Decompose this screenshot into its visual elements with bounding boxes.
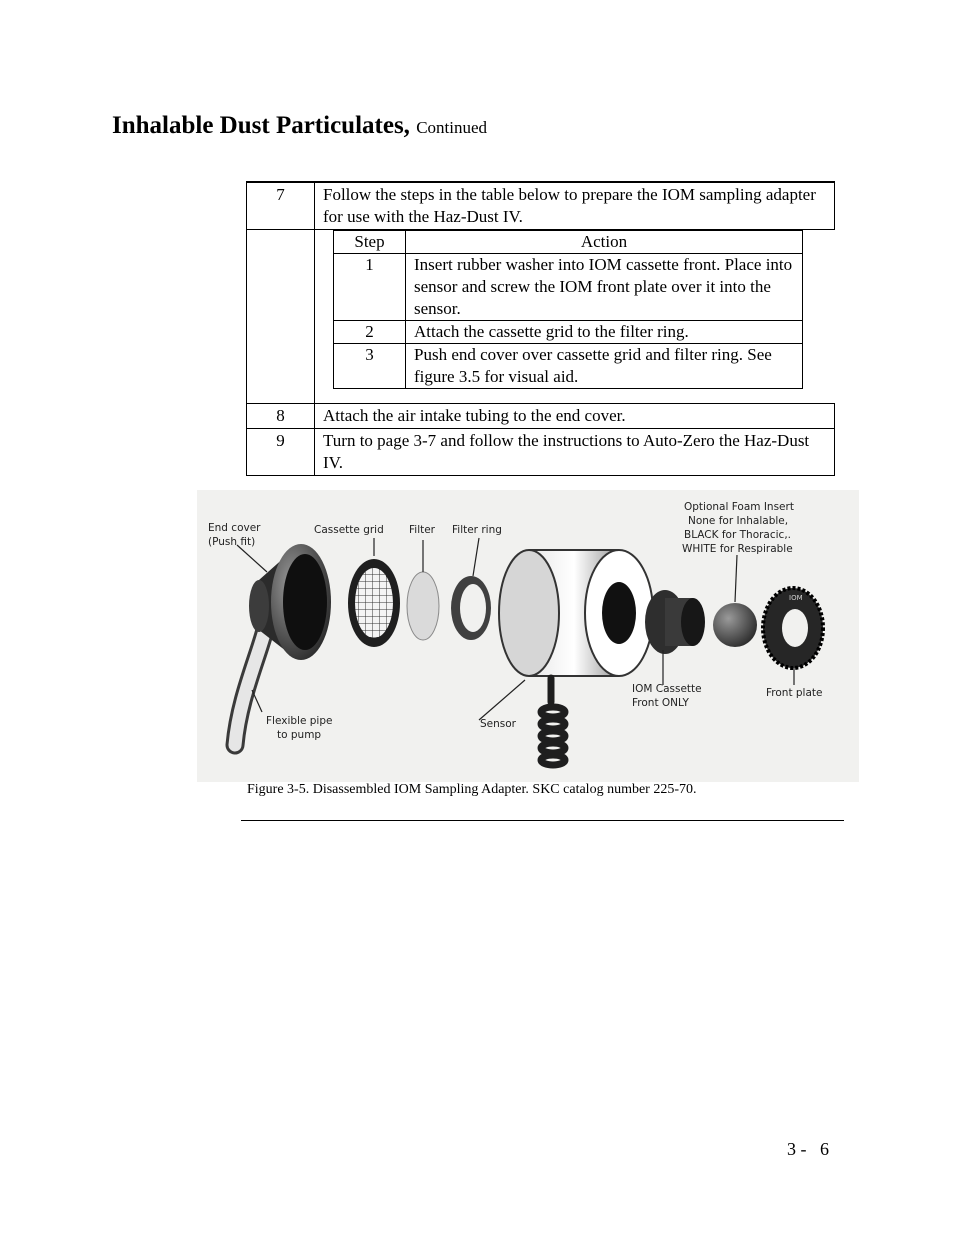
cassette-grid-shape [348, 559, 400, 647]
label-to-pump: to pump [277, 729, 322, 741]
row-number: 8 [247, 404, 315, 429]
table-row [334, 254, 803, 321]
exploded-view-drawing [197, 490, 859, 782]
row-number: 9 [247, 429, 315, 476]
table-row [334, 344, 803, 389]
sensor-shape [499, 550, 653, 676]
row-text: Attach the air intake tubing to the end cover. [315, 404, 835, 429]
title-text: Inhalable Dust Particulates, [112, 112, 410, 139]
step-action: Attach the cassette grid to the filter ring. [406, 321, 803, 344]
sensor-coil-shape [541, 678, 565, 765]
step-action: Insert rubber washer into IOM cassette front. Place into sensor and screw the IOM front plate over it into the sensor. [406, 254, 803, 321]
label-cassette-grid: Cassette grid [314, 524, 384, 536]
steps-table [333, 230, 803, 389]
front-plate-marking: IOM [789, 594, 803, 602]
filter-shape [407, 572, 439, 640]
label-foam-thoracic: BLACK for Thoracic,. [684, 529, 792, 541]
step-number: 2 [334, 321, 406, 344]
filter-ring-shape [451, 576, 491, 640]
adapter-illustration [197, 490, 859, 782]
row-number: 7 [247, 182, 315, 230]
continued-label: Continued [416, 118, 488, 137]
foam-insert-shape [713, 603, 757, 647]
label-end-cover: End cover [208, 522, 261, 534]
steps-header-row [334, 231, 803, 254]
label-foam-title: Optional Foam Insert [684, 501, 794, 513]
step-number: 3 [334, 344, 406, 389]
row-text: Turn to page 3-7 and follow the instructions to Auto-Zero the Haz-Dust IV. [315, 429, 835, 476]
label-iom-cassette: IOM Cassette [632, 683, 702, 695]
label-sensor: Sensor [480, 718, 516, 730]
nested-table-cell [315, 230, 835, 404]
row-number-blank [247, 230, 315, 404]
label-foam-inhalable: None for Inhalable, [688, 515, 789, 527]
label-foam-respirable: WHITE for Respirable [682, 543, 793, 555]
label-filter: Filter [409, 524, 436, 536]
row-text: Follow the steps in the table below to prepare the IOM sampling adapter for use with the Haz-Dust IV. [315, 182, 835, 230]
page-number: 3 - 6 [787, 1139, 829, 1159]
label-front-only: Front ONLY [632, 697, 689, 709]
table-row [334, 321, 803, 344]
table-row [247, 230, 835, 404]
front-plate-shape [763, 588, 823, 668]
iom-cassette-shape [645, 590, 705, 654]
step-number: 1 [334, 254, 406, 321]
table-row [247, 429, 835, 476]
table-row [247, 182, 835, 230]
action-header: Action [406, 231, 803, 254]
step-header: Step [334, 231, 406, 254]
step-action: Push end cover over cassette grid and filter ring. See figure 3.5 for visual aid. [406, 344, 803, 389]
section-divider [241, 820, 844, 821]
label-end-cover-note: (Push fit) [208, 536, 256, 548]
label-flexible-pipe: Flexible pipe [266, 715, 333, 727]
page-title [112, 112, 487, 140]
table-row [247, 404, 835, 429]
label-front-plate: Front plate [766, 687, 823, 699]
label-filter-ring: Filter ring [452, 524, 502, 536]
figure-caption: Figure 3-5. Disassembled IOM Sampling Adapter. SKC catalog number 225-70. [247, 782, 697, 797]
procedure-table [246, 181, 835, 476]
